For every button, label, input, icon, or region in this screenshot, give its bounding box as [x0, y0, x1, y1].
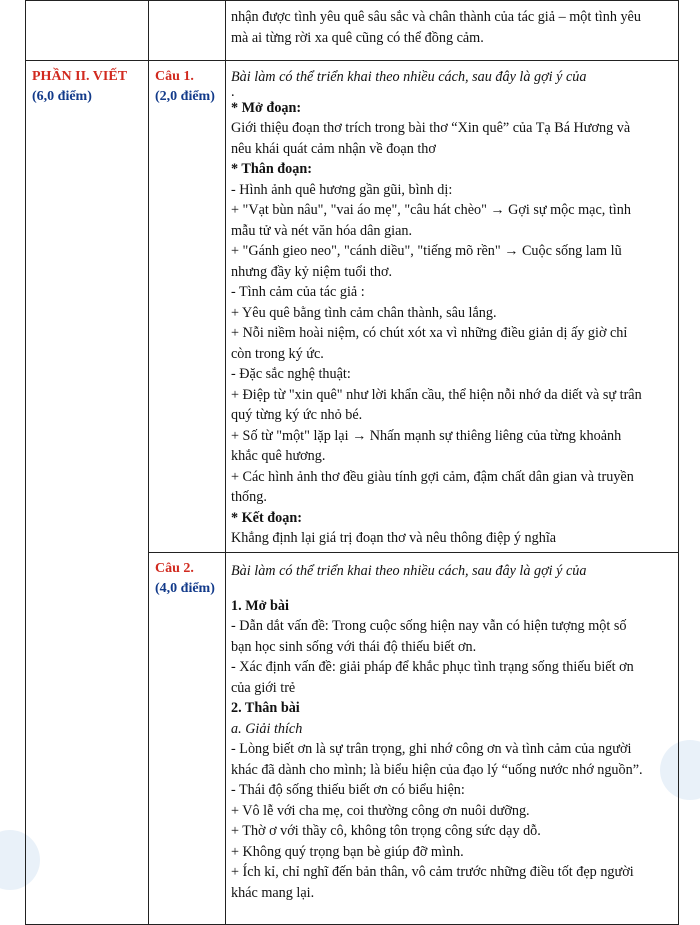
text-line: + "Gánh gieo neo", "cánh diều", "tiếng mõ rền" → Cuộc sống lam lũ: [231, 243, 622, 259]
text-line: - Lòng biết ơn là sự trân trọng, ghi nhớ công ơn và tình cảm của người: [231, 741, 632, 757]
question-label: Câu 2.: [155, 561, 194, 576]
text-line: - Dẫn dắt vấn đề: Trong cuộc sống hiện nay vẫn có hiện tượng một số: [231, 618, 627, 634]
text-line: + "Vạt bùn nâu", "vai áo mẹ", "câu hát chèo" → Gợi sự mộc mạc, tình: [231, 202, 631, 218]
text-line: bạn học sinh sống với thái độ thiếu biết ơn.: [231, 638, 477, 655]
text-line: còn trong ký ức.: [231, 345, 324, 362]
intro-text: Bài làm có thể triển khai theo nhiều cách, sau đây là gợi ý của: [231, 563, 587, 579]
text-line: Khẳng định lại giá trị đoạn thơ và nêu thông điệp ý nghĩa: [231, 530, 557, 546]
text-line: + Vô lễ với cha mẹ, coi thường công ơn nuôi dưỡng.: [231, 802, 530, 819]
text-line: thống.: [231, 489, 267, 505]
question-cell: [149, 61, 226, 553]
text-line: nêu khái quát cảm nhận về đoạn thơ: [231, 140, 436, 157]
text-line: - Tình cảm của tác giả :: [231, 284, 365, 300]
text-line: + Ích kỉ, chỉ nghĩ đến bản thân, vô cảm trước những điều tốt đẹp người: [231, 864, 634, 880]
section-heading: 1. Mở bài: [231, 597, 289, 614]
question-label: Câu 1.: [155, 69, 194, 84]
content-cell: [226, 61, 679, 553]
intro-text: Bài làm có thể triển khai theo nhiều cách, sau đây là gợi ý của: [231, 69, 587, 85]
text-line: + Điệp từ "xin quê" như lời khẩn cầu, thể hiện nỗi nhớ da diết và sự trân: [231, 386, 642, 403]
question-cell: [149, 553, 226, 925]
part-cell: [26, 61, 149, 925]
part-points: (6,0 điểm): [32, 89, 92, 104]
text-line: nhận được tình yêu quê sâu sắc và chân thành của tác giả – một tình yêu: [231, 9, 641, 25]
question-cell: [149, 1, 226, 61]
part-cell: [26, 1, 149, 61]
content-cell: [226, 553, 679, 925]
section-heading: * Kết đoạn:: [231, 509, 302, 526]
text-line: + Số từ "một" lặp lại → Nhấn mạnh sự thiêng liêng của từng khoảnh: [231, 427, 622, 444]
text-line: + Không quý trọng bạn bè giúp đỡ mình.: [231, 843, 464, 860]
text-line: mẫu tử và nét văn hóa dân gian.: [231, 222, 413, 239]
text-line: mà ai từng rời xa quê cũng có thể đồng cảm.: [231, 29, 484, 46]
text-line: khác đã dành cho mình; là biểu hiện của đạo lý “uống nước nhớ nguồn”.: [231, 761, 643, 778]
section-heading: * Mở đoạn:: [231, 99, 302, 116]
text-line: + Các hình ảnh thơ đều giàu tính gợi cảm, đậm chất dân gian và truyền: [231, 468, 634, 485]
subsection-heading: a. Giải thích: [231, 720, 303, 737]
table-row: [26, 61, 679, 553]
text-line: - Đặc sắc nghệ thuật:: [231, 366, 351, 382]
question-points: (2,0 điểm): [155, 89, 215, 104]
text-line: - Hình ảnh quê hương gần gũi, bình dị:: [231, 181, 453, 198]
text-line: + Yêu quê bằng tình cảm chân thành, sâu lắng.: [231, 304, 497, 321]
text-line: + Thờ ơ với thầy cô, không tôn trọng công sức dạy dỗ.: [231, 823, 541, 839]
text-line: khác mang lại.: [231, 884, 315, 901]
text-line: - Thái độ sống thiếu biết ơn có biểu hiện:: [231, 782, 465, 798]
section-heading: * Thân đoạn:: [231, 161, 312, 177]
question-points: (4,0 điểm): [155, 581, 215, 596]
text-line: quý từng ký ức nhỏ bé.: [231, 407, 363, 423]
text-line: khắc quê hương.: [231, 448, 326, 464]
text-line: - Xác định vấn đề: giải pháp để khắc phục tình trạng sống thiếu biết ơn: [231, 659, 634, 675]
answer-key-table: [25, 0, 679, 925]
text-line: + Nỗi niềm hoài niệm, có chút xót xa vì những điều giản dị ấy giờ chỉ: [231, 325, 628, 341]
section-heading: 2. Thân bài: [231, 700, 300, 716]
part-title: PHẦN II. VIẾT: [32, 69, 128, 84]
text-line: của giới trẻ: [231, 679, 296, 696]
content-cell: [226, 1, 679, 61]
text-line: Giới thiệu đoạn thơ trích trong bài thơ “Xin quê” của Tạ Bá Hương và: [231, 120, 631, 136]
text-line: nhưng đầy kỷ niệm tuổi thơ.: [231, 263, 392, 280]
text-line: .: [231, 83, 235, 100]
table-row: [26, 1, 679, 61]
